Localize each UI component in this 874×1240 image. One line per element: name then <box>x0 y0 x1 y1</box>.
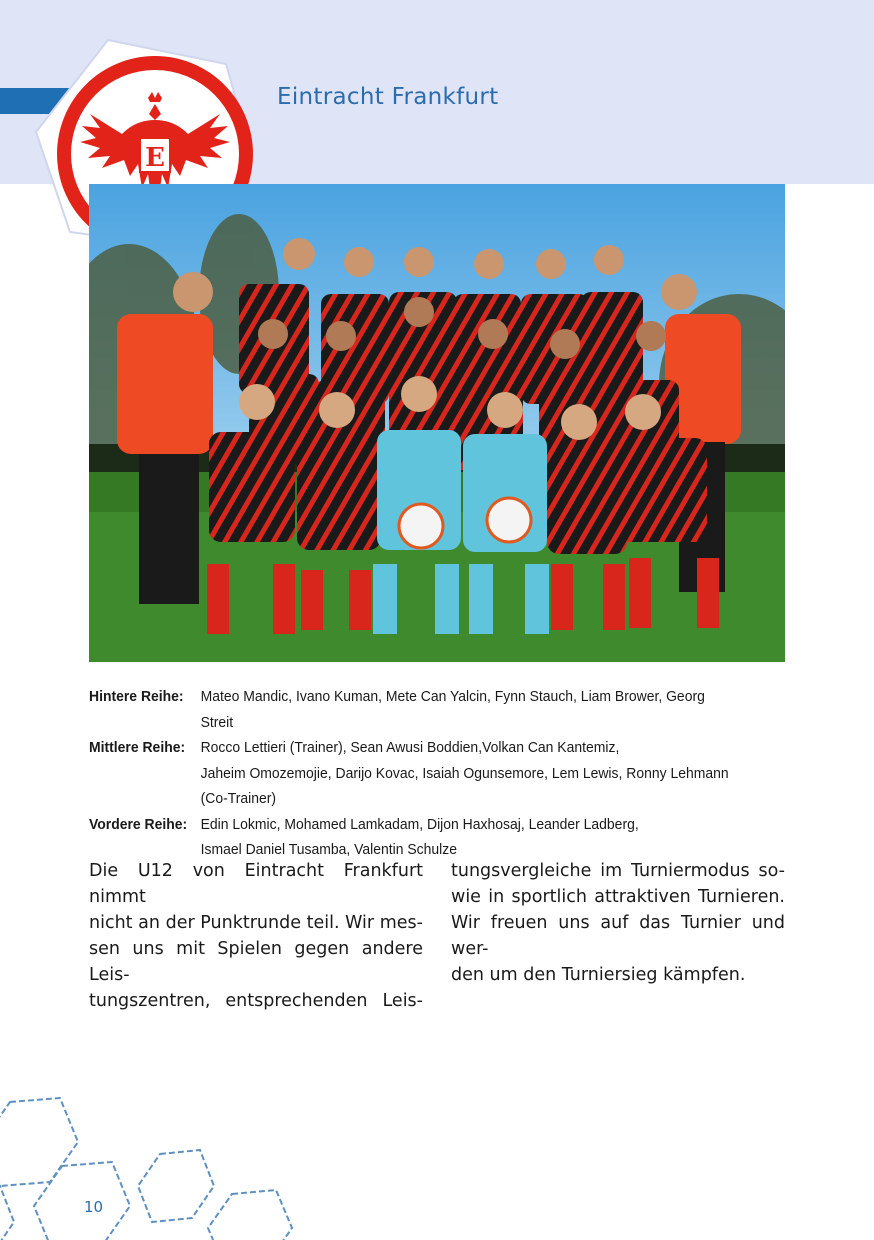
caption-line: Ismael Daniel Tusamba, Valentin Schulze <box>200 841 458 858</box>
body-line: Wir freuen uns auf das Turnier und wer- <box>451 913 785 959</box>
caption-line: (Co-Trainer) <box>200 790 277 807</box>
caption-label: Mittlere Reihe: <box>89 739 186 756</box>
caption-line: Jaheim Omozemojie, Darijo Kovac, Isaiah Ogunsemore, Lem Lewis, Ronny Lehmann <box>200 764 729 782</box>
team-photo <box>89 184 785 662</box>
caption-row-middle <box>89 735 740 812</box>
caption-line: Mateo Mandic, Ivano Kuman, Mete Can Yalcin, Fynn Stauch, Liam Brower, Georg Streit <box>200 688 705 731</box>
caption-label: Hintere Reihe: <box>89 688 184 705</box>
body-line: sen uns mit Spielen gegen andere Leis- <box>89 939 423 985</box>
body-text-right <box>451 858 785 988</box>
body-text-left <box>89 858 423 1014</box>
caption-row-front <box>89 812 740 863</box>
logo-letter: E <box>145 143 165 173</box>
body-line: tungszentren, entsprechenden Leis- <box>89 991 423 1011</box>
page-title: Eintracht Frankfurt <box>277 84 499 110</box>
caption-label: Vordere Reihe: <box>89 815 188 833</box>
body-line: tungsvergleiche im Turniermodus so- <box>451 861 785 881</box>
body-line: Die U12 von Eintracht Frankfurt nimmt <box>89 861 423 907</box>
body-line: nicht an der Punktrunde teil. Wir mes- <box>89 913 423 933</box>
caption-line: Rocco Lettieri (Trainer), Sean Awusi Boddien,Volkan Can Kantemiz, <box>200 739 620 756</box>
caption-line: Edin Lokmic, Mohamed Lamkadam, Dijon Haxhosaj, Leander Ladberg, <box>200 815 639 833</box>
page-number: 10 <box>84 1198 104 1216</box>
body-line: den um den Turniersieg kämpfen. <box>451 965 746 985</box>
body-line: wie in sportlich attraktiven Turnieren. <box>451 887 785 907</box>
caption-row-back <box>89 684 740 735</box>
hexagon-decoration <box>0 1090 320 1240</box>
photo-caption <box>89 684 740 863</box>
